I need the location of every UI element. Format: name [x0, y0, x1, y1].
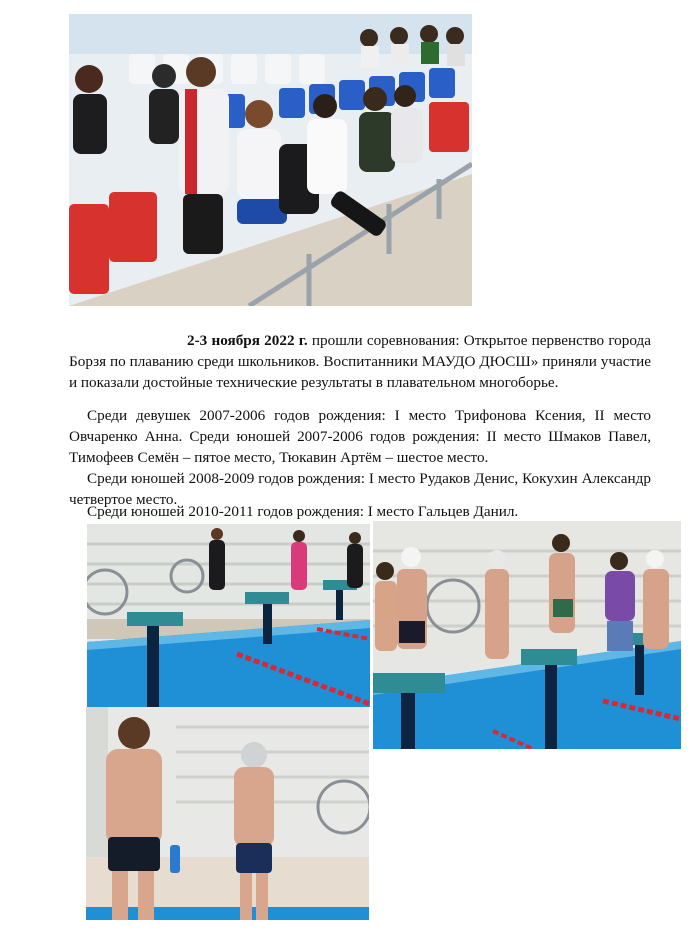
two-swimmers-photo: [86, 707, 369, 920]
results-boys-2010-2011: Среди юношей 2010-2011 годов рождения: I место Гальцев Данил.: [87, 503, 519, 520]
results-boys-2008-2009: Среди юношей 2008-2009 годов рождения: I место Рудаков Денис, Кокухин Александр четвертое место.: [69, 470, 651, 509]
results-girls-boys-2007-2006: Среди девушек 2007-2006 годов рождения: I место Трифонова Ксения, II место Овчаренко Анна. Среди юношей 2007-2006 годов рождения: II место Шмаков Павел, Тимофеев Семён – пятое место, Тюкавин Артём – шестое место.: [69, 407, 651, 467]
swimmers-at-blocks-photo: [373, 521, 681, 749]
intro-text: прошли соревнования: Открытое первенство города Борзя по плаванию среди школьников. Воспитанники МАУДО ДЮСШ» приняли участие и показали достойные технические результаты в плавательном многоборье.: [69, 332, 651, 392]
pool-starting-blocks-photo: [87, 524, 370, 707]
intro-paragraph: [69, 330, 651, 394]
team-in-stands-photo: [69, 14, 472, 306]
event-date: 2-3 ноября 2022 г.: [187, 332, 308, 349]
